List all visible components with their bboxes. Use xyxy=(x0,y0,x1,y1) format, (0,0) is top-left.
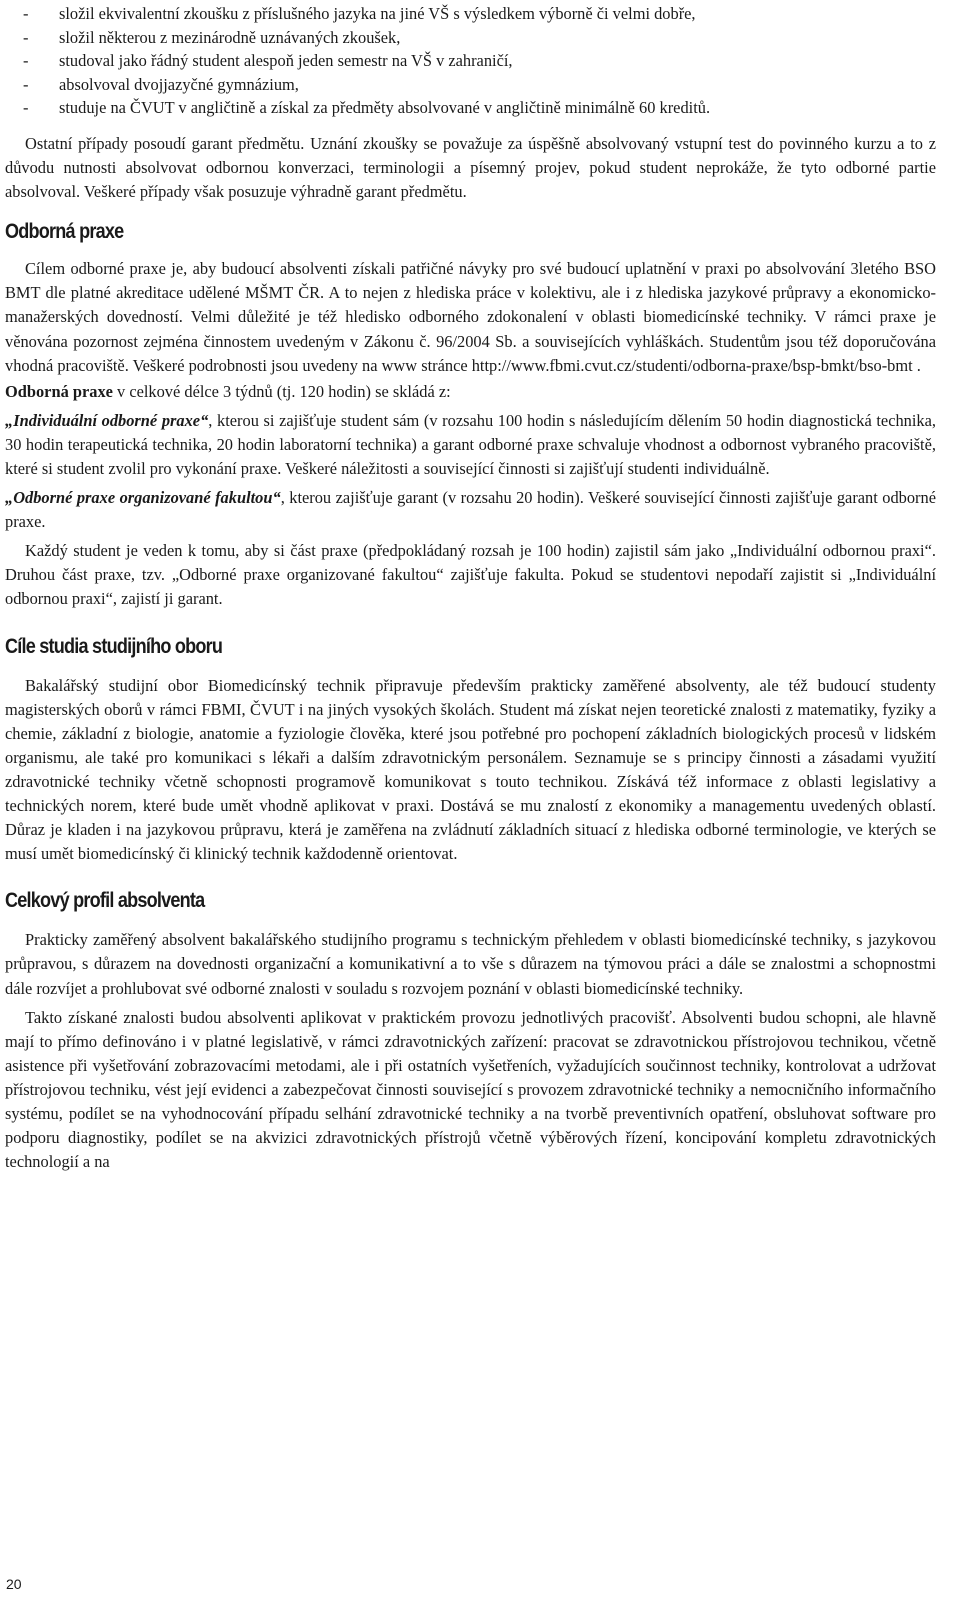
practice-p3-text: , kterou si zajišťuje student sám (v rozsahu 100 hodin s následujícím dělením 50 hodin diagnostická technika, 30 hodin terapeutická technika, 20 hodin laboratorní technika) a garant odborné praxe schvaluje vhodnost a odbornost vybraného pracoviště, které si student zvolil pro vykonání praxe. Veškeré náležitosti a související činnosti si zajišťují studenti individuálně. xyxy=(5,410,936,478)
profile-heading: Celkový profil absolventa xyxy=(5,889,205,913)
individual-practice-term: „Individuální odborné praxe“ xyxy=(5,410,209,430)
practice-heading: Odborná praxe xyxy=(5,220,124,244)
page-number: 20 xyxy=(6,1576,22,1592)
list-item xyxy=(5,2,936,26)
list-item-text: absolvoval dvojjazyčné gymnázium, xyxy=(59,74,299,94)
list-item xyxy=(5,73,936,97)
practice-paragraph-1: Cílem odborné praxe je, aby budoucí absolventi získali patřičné návyky pro své budoucí uplatnění v praxi po absolvování 3letého BSO BMT dle platné akreditace udělené MŠMT ČR. A to nejen z hlediska práce v kolektivu, ale i z hlediska jazykové průpravy a ekonomicko-manažerských dovedností. Velmi důležité je též hledisko odborného zdokonalení v oblasti biomedicínské techniky. V rámci praxe je věnována pozornost zejména činnostem uvedeným v Zákonu č. 96/2004 Sb. a souvisejících vyhláškách. Studentům jsou též doporučována vhodná pracoviště. Veškeré podrobnosti jsou uvedeny na www stránce http://www.fbmi.cvut.cz/studenti/odborna-praxe/bsp-bmkt/bso-bmt . xyxy=(5,259,936,375)
bullet-dash: - xyxy=(23,98,29,118)
bullet-dash: - xyxy=(23,4,29,23)
document-page xyxy=(5,2,936,1174)
goals-paragraph: Bakalářský studijní obor Biomedicínský technik připravuje především prakticky zaměřené absolventy, ale též budoucí studenty magisterských oborů v rámci FBMI, ČVUT i na jiných vysokých školách. Student má získat nejen teoretické znalosti z matematiky, fyziky a chemie, základní z biologie, anatomie a fyziologie člověka, které jsou potřebné pro pochopení základních biologických procesů v lidském organismu, ale také pro komunikaci s lékaři a dalším zdravotnickým personálem. Seznamuje se s principy činnosti a zásadami využití zdravotnické techniky včetně schopnosti programově komunikovat s touto technikou. Získává též informace z oblasti legislativy a technických norem, které bude umět vhodně aplikovat v praxi. Dostává se mu znalostí z ekonomiky a managementu uvedených oblastí. Důraz je kladen i na jazykovou průpravu, která je zaměřena na zvládnutí základních situací z hlediska odborné terminologie, ve kterých se musí umět biomedicínský či klinický technik každodenně orientovat. xyxy=(5,675,936,864)
list-item xyxy=(5,49,936,73)
practice-paragraph-5: Každý student je veden k tomu, aby si část praxe (předpokládaný rozsah je 100 hodin) zajistil sám jako „Individuální odbornou praxi“. Druhou část praxe, tzv. „Odborné praxe organizované fakultou“ zajišťuje fakulta. Pokud se studentovi nepodaří zajistit si „Individuální odbornou praxi“, zajistí ji garant. xyxy=(5,541,936,609)
practice-paragraph-3 xyxy=(5,409,936,481)
list-item-text: složil některou z mezinárodně uznávaných zkoušek, xyxy=(59,27,401,47)
goals-heading: Cíle studia studijního oboru xyxy=(5,634,223,658)
list-item-text: studuje na ČVUT v angličtině a získal za předměty absolvované v angličtině minimálně 60 kreditů. xyxy=(59,98,711,118)
practice-bold-term: Odborná praxe xyxy=(5,381,113,401)
bullet-dash: - xyxy=(23,74,29,94)
list-item xyxy=(5,96,936,120)
practice-p2-text: v celkové délce 3 týdnů (tj. 120 hodin) se skládá z: xyxy=(112,381,451,401)
list-item-text: složil ekvivalentní zkoušku z příslušného jazyka na jiné VŠ s výsledkem výborně či velmi dobře, xyxy=(59,4,696,23)
faculty-practice-term: „Odborné praxe organizované fakultou“ xyxy=(5,488,281,508)
requirements-list xyxy=(5,2,936,120)
profile-paragraph-2: Takto získané znalosti budou absolventi aplikovat v praktickém provozu jednotlivých pracovišť. Absolventi budou schopni, ale hlavně mají to přímo definováno i v platné legislativě, v rámci zdravotnických zařízení: pracovat se zdravotnickou přístrojovou technikou, včetně asistence při vyšetřování zobrazovacími metodami, ale i při ostatních vyšetřeních, vyžadujících součinnost techniky, kontrolovat a udržovat přístrojovou techniku, vést její evidenci a zabezpečovat činnosti související s provozem zdravotnické techniky a nemocničního informačního systému, podílet se na vyhodnocování případu selhání zdravotnické techniky a na tvorbě preventivních opatření, obsluhovat software pro podporu diagnostiky, podílet se na akvizici zdravotnických přístrojů včetně výběrových řízení, koncipování kompletu zdravotnických technologií a na xyxy=(5,1007,936,1172)
practice-paragraph-2 xyxy=(5,380,936,404)
bullet-dash: - xyxy=(23,51,29,71)
profile-paragraph-1: Prakticky zaměřený absolvent bakalářského studijního programu s technickým přehledem v oblasti biomedicínské techniky, s jazykovou průpravou, s důrazem na dovednosti organizační a komunikativní a to vše s důrazem na týmovou práci a dále se znalostmi a schopnostmi dále rozvíjet a prohlubovat své odborné znalosti v souladu s rozvojem poznání v oblasti biomedicínské techniky. xyxy=(5,930,936,998)
list-item-text: studoval jako řádný student alespoň jeden semestr na VŠ v zahraničí, xyxy=(59,51,513,71)
list-item xyxy=(5,26,936,50)
practice-p4-text: , kterou zajišťuje garant (v rozsahu 20 hodin). Veškeré související činnosti zajišťuje garant odborné praxe. xyxy=(5,488,936,532)
bullet-dash: - xyxy=(23,27,29,47)
practice-paragraph-4 xyxy=(5,486,936,534)
intro-paragraph: Ostatní případy posoudí garant předmětu. Uznání zkoušky se považuje za úspěšně absolvovaný vstupní test do povinného kurzu a to z důvodu nutnosti absolvovat odbornou konverzaci, terminologii a písemný projev, pokud student neprokáže, že tyto odborné partie absolvoval. Veškeré případy však posuzuje výhradně garant předmětu. xyxy=(5,133,936,202)
